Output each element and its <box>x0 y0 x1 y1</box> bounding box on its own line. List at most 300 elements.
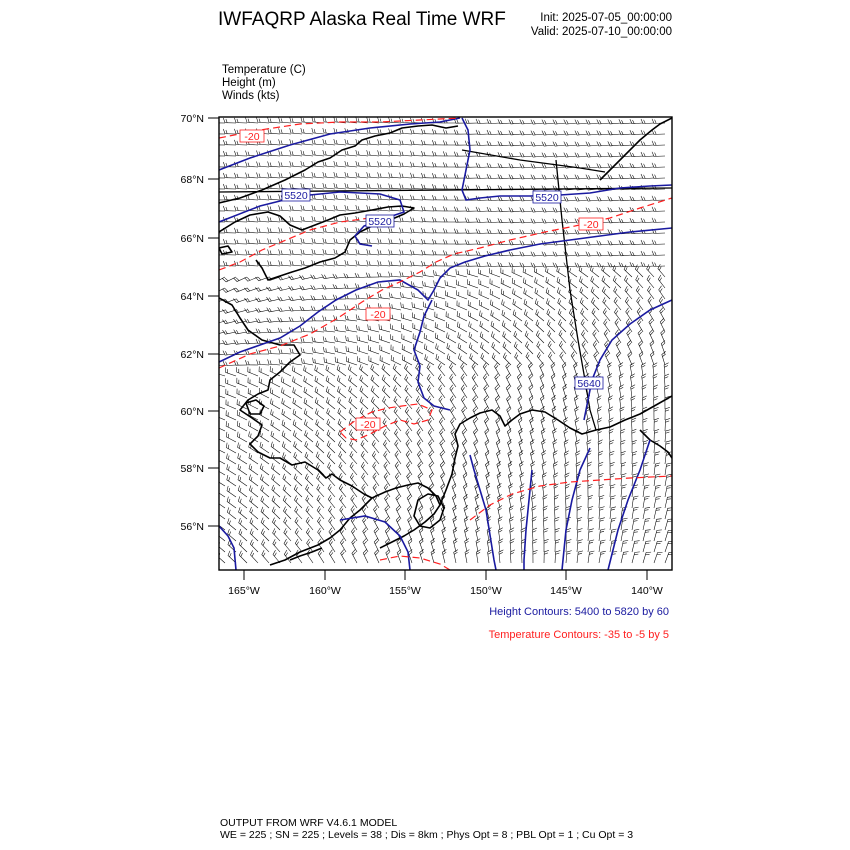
wind-barb <box>215 432 225 442</box>
wind-barb <box>643 407 648 420</box>
wind-barb <box>473 396 478 409</box>
wind-barb <box>468 279 479 288</box>
wind-barb <box>372 440 379 453</box>
wind-barb <box>305 430 314 442</box>
wind-barb <box>259 377 269 387</box>
wind-barb <box>641 218 654 223</box>
wind-barb <box>334 172 346 178</box>
wind-barb <box>495 396 500 410</box>
wind-barb <box>322 274 335 278</box>
wind-barb <box>238 496 247 508</box>
wind-barb <box>588 473 593 486</box>
wind-barb <box>579 276 588 288</box>
height-contour <box>340 516 410 570</box>
wind-barb <box>268 139 280 145</box>
wind-barb <box>328 484 335 497</box>
wind-barb <box>256 318 269 322</box>
wind-barb <box>630 119 643 124</box>
wind-barb <box>620 407 625 420</box>
wind-barb <box>610 485 615 498</box>
wind-barb <box>432 184 445 189</box>
wind-barb <box>654 485 661 497</box>
wind-barb <box>652 196 665 201</box>
wind-barb <box>537 341 544 354</box>
wind-barb <box>400 261 413 266</box>
lat-label: 62°N <box>180 349 204 361</box>
wind-barb <box>492 353 500 365</box>
wind-barb <box>289 296 302 300</box>
wind-barb <box>250 507 258 519</box>
wind-barb <box>323 139 335 145</box>
wind-barb <box>649 319 654 333</box>
wind-barb <box>290 249 302 255</box>
wind-barb <box>565 484 570 497</box>
wind-barb <box>250 518 258 530</box>
wind-barb <box>323 172 335 178</box>
wind-barb <box>268 238 280 244</box>
wind-barb <box>267 308 280 312</box>
wind-barb <box>215 454 225 464</box>
wind-barb <box>524 309 533 321</box>
wind-barb <box>337 365 346 376</box>
wind-barb <box>226 443 236 453</box>
wind-barb <box>293 409 302 420</box>
wind-barb <box>525 342 533 355</box>
wind-barb <box>495 385 500 399</box>
wind-barb <box>301 358 313 365</box>
wind-barb <box>304 366 313 377</box>
wind-barb <box>435 333 445 343</box>
wind-barb <box>262 550 269 563</box>
wind-barb <box>363 539 368 553</box>
wind-barb <box>391 334 401 343</box>
wind-barb <box>630 218 643 223</box>
wind-barb <box>577 529 583 542</box>
lat-tick <box>181 521 219 533</box>
wind-barb <box>334 238 346 244</box>
wind-barb <box>555 539 560 552</box>
wind-barb <box>389 282 401 288</box>
wind-barb <box>632 440 637 453</box>
wind-barb <box>664 363 669 376</box>
wind-barb <box>621 474 626 487</box>
wind-barb <box>566 551 572 563</box>
wind-barb <box>278 338 291 343</box>
wind-barb <box>641 119 654 124</box>
wind-barb <box>627 341 632 355</box>
wind-barb <box>483 374 489 387</box>
wind-barb <box>282 409 291 420</box>
wind-barb <box>491 331 500 343</box>
wind-barb <box>630 152 643 157</box>
wind-barb <box>268 161 280 167</box>
lon-label: 160°W <box>309 585 341 597</box>
wind-barb <box>273 528 280 541</box>
wind-barb <box>227 507 236 519</box>
wind-barb <box>290 238 302 244</box>
wind-barb <box>665 452 671 464</box>
wind-barb <box>457 311 467 321</box>
wind-barb <box>402 323 413 332</box>
wind-barb <box>654 496 661 508</box>
wind-barb <box>396 506 401 520</box>
wind-barb <box>619 385 623 398</box>
wind-barb <box>312 205 324 211</box>
wind-barb <box>339 451 346 464</box>
wind-barb <box>492 342 500 354</box>
wind-barb <box>334 326 346 332</box>
wind-barb <box>654 452 660 464</box>
wind-barb <box>473 428 478 442</box>
wind-barb <box>345 325 357 332</box>
wind-barb <box>449 363 456 376</box>
wind-barb <box>389 303 401 310</box>
wind-barb <box>469 321 478 332</box>
wind-barb <box>555 551 560 564</box>
wind-barb <box>334 336 346 343</box>
wind-barb <box>514 331 522 343</box>
wind-barb <box>632 496 638 508</box>
lat-label: 56°N <box>180 521 204 533</box>
init-time: Init: 2025-07-05_00:00:00 <box>540 12 672 24</box>
wind-barb <box>502 310 511 321</box>
wind-barb <box>278 307 291 311</box>
wind-barb <box>284 517 291 530</box>
wind-barb <box>369 345 380 354</box>
wind-barb <box>440 462 445 476</box>
wind-barb <box>627 330 632 343</box>
wind-barb <box>238 486 247 497</box>
wind-barb <box>404 364 412 376</box>
wind-barb <box>421 195 434 200</box>
wind-barb <box>369 356 379 365</box>
wind-barb <box>345 205 357 211</box>
wind-barb <box>535 277 544 288</box>
wind-barb <box>279 150 291 156</box>
wind-barb <box>216 508 225 519</box>
wind-barb <box>499 550 504 563</box>
height-contour <box>524 470 532 570</box>
wind-barb <box>246 250 259 255</box>
wind-barb <box>391 345 401 354</box>
wind-barb <box>315 376 324 387</box>
wind-barb <box>271 399 281 409</box>
wind-barb <box>470 353 478 365</box>
wind-barb <box>377 272 390 277</box>
wind-barb <box>306 528 313 541</box>
wind-barb <box>639 351 643 365</box>
wind-barb <box>246 184 259 189</box>
wind-barb <box>661 340 665 354</box>
wind-barb <box>401 313 412 321</box>
wind-barb <box>227 486 236 497</box>
wind-barb <box>268 205 280 211</box>
wind-barb <box>290 117 302 123</box>
wind-barb <box>215 421 225 431</box>
wind-barb <box>225 367 236 376</box>
height-contour-label <box>282 189 310 202</box>
wind-barb <box>367 249 379 255</box>
wind-barb <box>458 332 467 343</box>
wind-barb <box>605 352 610 366</box>
wind-barb <box>432 151 445 156</box>
wind-barb <box>546 267 556 277</box>
wind-barb <box>614 297 621 310</box>
wind-barb <box>326 365 335 376</box>
wind-barb <box>312 249 324 255</box>
wind-barb <box>367 238 379 244</box>
wind-barb <box>279 183 291 189</box>
wind-barb <box>436 343 445 354</box>
wind-barb <box>490 268 500 277</box>
wind-barb <box>652 141 665 146</box>
wind-barb <box>502 299 511 310</box>
wind-barb <box>641 174 654 179</box>
wind-barb <box>557 287 566 299</box>
wind-barb <box>282 442 291 454</box>
wind-barb <box>312 150 324 156</box>
wind-barb <box>356 194 368 200</box>
wind-barb <box>279 139 291 145</box>
wind-barb <box>352 550 357 563</box>
wind-barb <box>217 540 225 552</box>
wind-barb <box>429 462 434 476</box>
wind-barb <box>389 139 401 145</box>
wind-barb <box>394 407 401 420</box>
wind-barb <box>234 118 247 123</box>
wind-barb <box>223 118 236 123</box>
temperature-contour-label <box>240 130 264 143</box>
wind-barb <box>323 326 335 332</box>
wind-barb <box>346 357 357 366</box>
wind-barb <box>257 195 270 201</box>
wind-barb <box>356 260 368 266</box>
wind-barb <box>643 552 651 563</box>
wind-barb <box>476 550 480 563</box>
wind-barb <box>421 151 434 156</box>
height-contour-label <box>366 215 394 228</box>
wind-barb <box>632 429 637 442</box>
wind-barb <box>429 473 434 487</box>
wind-barb <box>396 484 401 497</box>
wind-barb <box>446 301 456 310</box>
height-contour-label-text: 5520 <box>284 190 308 202</box>
wind-barb <box>301 216 313 222</box>
wind-barb <box>457 322 467 332</box>
wind-barb <box>279 249 291 255</box>
wind-barb <box>546 277 555 288</box>
wind-barb <box>510 539 515 552</box>
wind-barb <box>400 195 413 200</box>
wind-barb <box>257 217 270 223</box>
wind-barb <box>630 196 643 201</box>
wind-barb <box>491 321 500 332</box>
wind-barb <box>484 417 489 431</box>
wind-barb <box>363 550 368 564</box>
wind-barb <box>300 296 313 300</box>
temperature-contour-label-text: -20 <box>360 419 376 431</box>
wind-barb <box>268 260 280 266</box>
wind-barb <box>463 450 467 464</box>
wind-barb <box>334 139 346 145</box>
wind-barb <box>555 506 560 519</box>
wind-barb <box>418 462 423 475</box>
wind-barb <box>226 421 236 431</box>
wind-barb <box>632 541 640 552</box>
lat-label: 58°N <box>180 463 204 475</box>
wind-barb <box>393 375 401 387</box>
wind-barb <box>643 519 650 531</box>
wind-barb <box>226 389 236 398</box>
wind-barb <box>279 349 292 355</box>
wind-barb <box>367 172 379 178</box>
wind-barb <box>363 528 368 541</box>
wind-barb <box>238 453 247 464</box>
wind-barb <box>581 319 588 332</box>
wind-barb <box>643 485 649 497</box>
wind-barb <box>257 173 270 179</box>
wind-barb <box>394 429 401 442</box>
wind-barb <box>351 528 357 541</box>
wind-barb <box>603 297 610 310</box>
wind-barb <box>641 196 654 201</box>
wind-barb <box>624 276 632 289</box>
wind-barb <box>537 352 544 365</box>
wind-barb <box>323 249 335 255</box>
wind-barb <box>440 440 445 454</box>
wind-barb <box>350 440 357 453</box>
wind-barb <box>251 550 259 563</box>
coastline-layer <box>219 118 672 565</box>
wind-barb <box>614 286 621 299</box>
wind-barb <box>250 496 258 508</box>
wind-barb <box>333 274 346 278</box>
wind-barb <box>383 429 390 442</box>
wind-barb <box>338 397 346 409</box>
height-contour-label-text: 5640 <box>577 378 601 390</box>
wind-barb <box>558 298 566 310</box>
wind-barb <box>239 540 247 552</box>
coastline-west <box>219 298 372 565</box>
model-footer-title: OUTPUT FROM WRF V4.6.1 MODEL <box>220 817 398 829</box>
wind-barb <box>378 172 390 178</box>
wind-barb <box>424 344 434 354</box>
wind-barb <box>290 216 302 222</box>
wind-barb <box>305 441 313 453</box>
wind-barb <box>503 353 511 365</box>
wind-barb <box>642 396 647 409</box>
wind-barb <box>268 249 280 255</box>
wind-barb <box>587 462 592 475</box>
wind-barb <box>326 387 335 398</box>
wind-barb <box>432 129 445 134</box>
wind-barb <box>602 287 610 299</box>
wind-barb <box>273 539 280 552</box>
wind-barb <box>558 320 566 333</box>
wind-barb <box>356 205 368 211</box>
wind-barb <box>652 130 665 135</box>
wind-barb <box>256 329 269 334</box>
wind-barb <box>490 289 500 299</box>
wind-barb <box>337 386 346 398</box>
wind-barb <box>389 272 402 277</box>
wind-barb <box>513 289 523 299</box>
coastline-cook-inlet <box>440 396 672 505</box>
wind-barb <box>324 357 335 365</box>
wind-barb <box>301 117 313 123</box>
wind-barb <box>341 550 346 563</box>
wind-barb <box>534 267 544 277</box>
wind-barb <box>249 453 258 464</box>
wind-barb <box>532 517 537 530</box>
wind-barb <box>379 335 390 344</box>
wind-barb <box>391 355 401 365</box>
wind-barb <box>367 150 379 156</box>
wind-barb <box>631 385 635 398</box>
wind-barb <box>544 539 549 552</box>
wind-barb <box>558 309 566 321</box>
wind-barb <box>405 396 412 409</box>
variable-height-label: Height (m) <box>222 77 276 89</box>
wind-barb <box>366 273 379 278</box>
lon-tick <box>309 570 341 597</box>
wind-barb <box>293 420 302 431</box>
wind-barb <box>641 163 654 168</box>
wind-barb <box>400 250 413 255</box>
wind-barb <box>566 495 571 508</box>
wind-barb <box>239 518 247 530</box>
wind-barb <box>652 251 665 256</box>
lon-tick <box>228 570 260 597</box>
wind-barb <box>261 518 269 530</box>
wind-barb <box>456 269 467 277</box>
wind-barb <box>315 408 324 420</box>
wind-barb <box>245 360 258 365</box>
wind-barb <box>375 550 380 564</box>
wind-barb <box>654 541 662 552</box>
wind-barb <box>323 347 335 354</box>
wind-barb <box>267 349 280 354</box>
wind-barb <box>227 454 237 465</box>
wind-barb <box>304 398 313 409</box>
wind-barb <box>654 396 659 409</box>
wind-barb <box>421 140 434 145</box>
wind-barb <box>371 375 379 387</box>
wind-barb <box>282 420 291 431</box>
wind-barb <box>249 485 258 497</box>
lon-label: 155°W <box>389 585 421 597</box>
wind-barb <box>383 440 390 453</box>
wind-barb <box>368 324 379 332</box>
wind-barb <box>643 507 650 519</box>
wind-barb <box>312 238 324 244</box>
wind-barb <box>491 310 500 321</box>
lat-tick <box>181 463 219 475</box>
wind-barb <box>400 151 413 156</box>
wind-barb <box>480 332 489 343</box>
wind-barb <box>421 129 434 134</box>
wind-barb <box>610 507 616 519</box>
wind-barb <box>311 316 324 321</box>
wind-barb <box>653 374 658 387</box>
wind-barb <box>356 249 368 255</box>
wind-barb <box>312 128 324 134</box>
wind-barb <box>599 507 605 519</box>
wind-barb <box>382 364 390 376</box>
lat-label: 66°N <box>180 233 204 245</box>
wind-barb <box>234 361 247 366</box>
wind-barb <box>312 337 324 343</box>
